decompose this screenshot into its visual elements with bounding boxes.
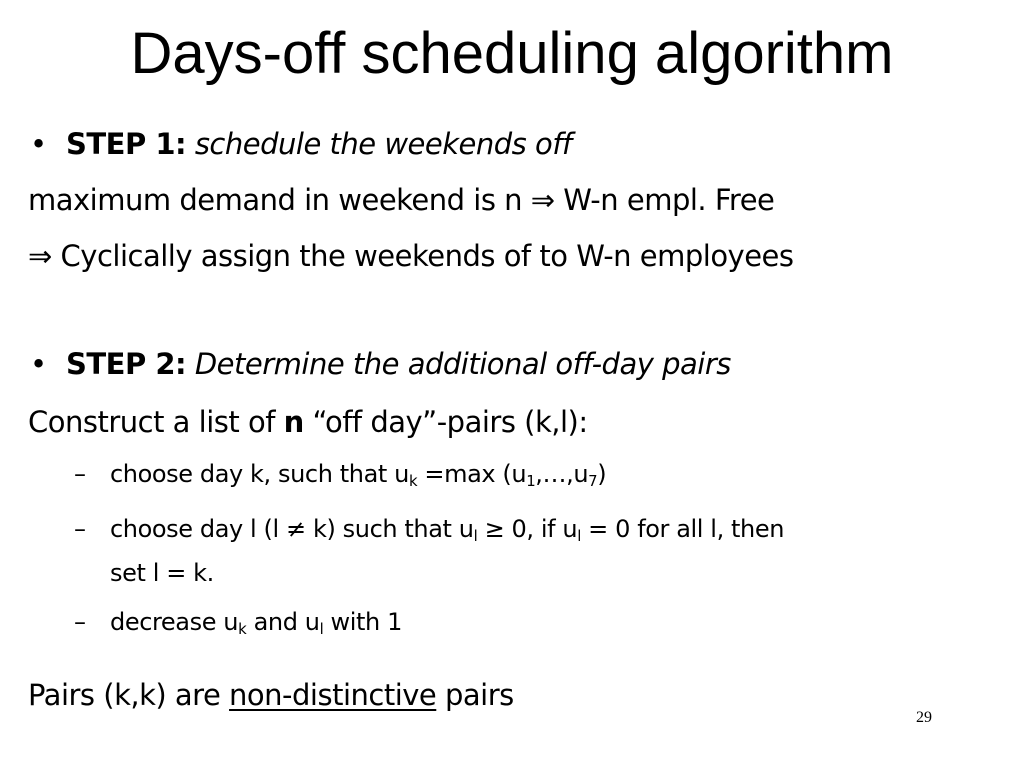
construct-n: n [283, 405, 304, 439]
subscript: l [473, 527, 478, 545]
bullet-dot: • [30, 127, 47, 161]
construct-line [28, 402, 588, 442]
step1-label: STEP 1: [66, 127, 187, 161]
sub-text: = 0 for all l, then [580, 515, 785, 543]
subscript: 1 [526, 472, 536, 490]
construct-text-b: “off day”-pairs (k,l): [303, 405, 588, 439]
implies-symbol: ⇒ [530, 183, 555, 217]
bullet-dot: • [30, 347, 47, 381]
subscript: 7 [588, 472, 598, 490]
sub-text: and u [246, 608, 320, 636]
subscript: k [238, 620, 247, 638]
sub-text: ) [597, 460, 607, 488]
sub-text: ,…,u [535, 460, 589, 488]
step1-assign-line [28, 236, 794, 276]
sub-text: =max (u [417, 460, 527, 488]
sub-text: decrease u [110, 608, 239, 636]
sub-item-choose-l-continuation: set l = k. [110, 559, 214, 587]
step1-description: schedule the weekends off [194, 127, 572, 161]
step2-description: Determine the additional off-day pairs [194, 347, 731, 381]
slide-title: Days-off scheduling algorithm [130, 21, 894, 86]
dash-marker: – [74, 608, 86, 636]
sub-text: with 1 [323, 608, 402, 636]
sub-text [477, 515, 484, 543]
implies-symbol: ⇒ [28, 239, 52, 273]
sub-text: choose day k, such that u [110, 460, 409, 488]
construct-text-a: Construct a list of [28, 405, 284, 439]
sub-text: choose day l (l [110, 515, 287, 543]
not-equal-symbol: ≠ [286, 515, 306, 543]
step2-label: STEP 2: [66, 347, 187, 381]
pairs-text-a: Pairs (k,k) are [28, 678, 230, 712]
dash-marker: – [74, 460, 86, 488]
step1-detail-text-a: maximum demand in weekend is n [28, 183, 531, 217]
step1-assign-text: Cyclically assign the weekends of to W-n employees [51, 239, 794, 273]
sub-text: k) such that u [305, 515, 474, 543]
subscript: l [319, 620, 324, 638]
subscript: l [577, 527, 581, 545]
pairs-line [28, 675, 514, 715]
dash-marker: – [74, 515, 86, 543]
sub-text: 0, if u [504, 515, 578, 543]
subscript: k [408, 472, 418, 490]
pairs-text-b: pairs [436, 678, 514, 712]
greater-equal-symbol: ≥ [484, 515, 505, 543]
step1-detail-line [28, 180, 774, 220]
page-number: 29 [916, 709, 932, 726]
non-distinctive-term: non-distinctive [229, 678, 437, 712]
step1-detail-text-b: W-n empl. Free [554, 183, 775, 217]
